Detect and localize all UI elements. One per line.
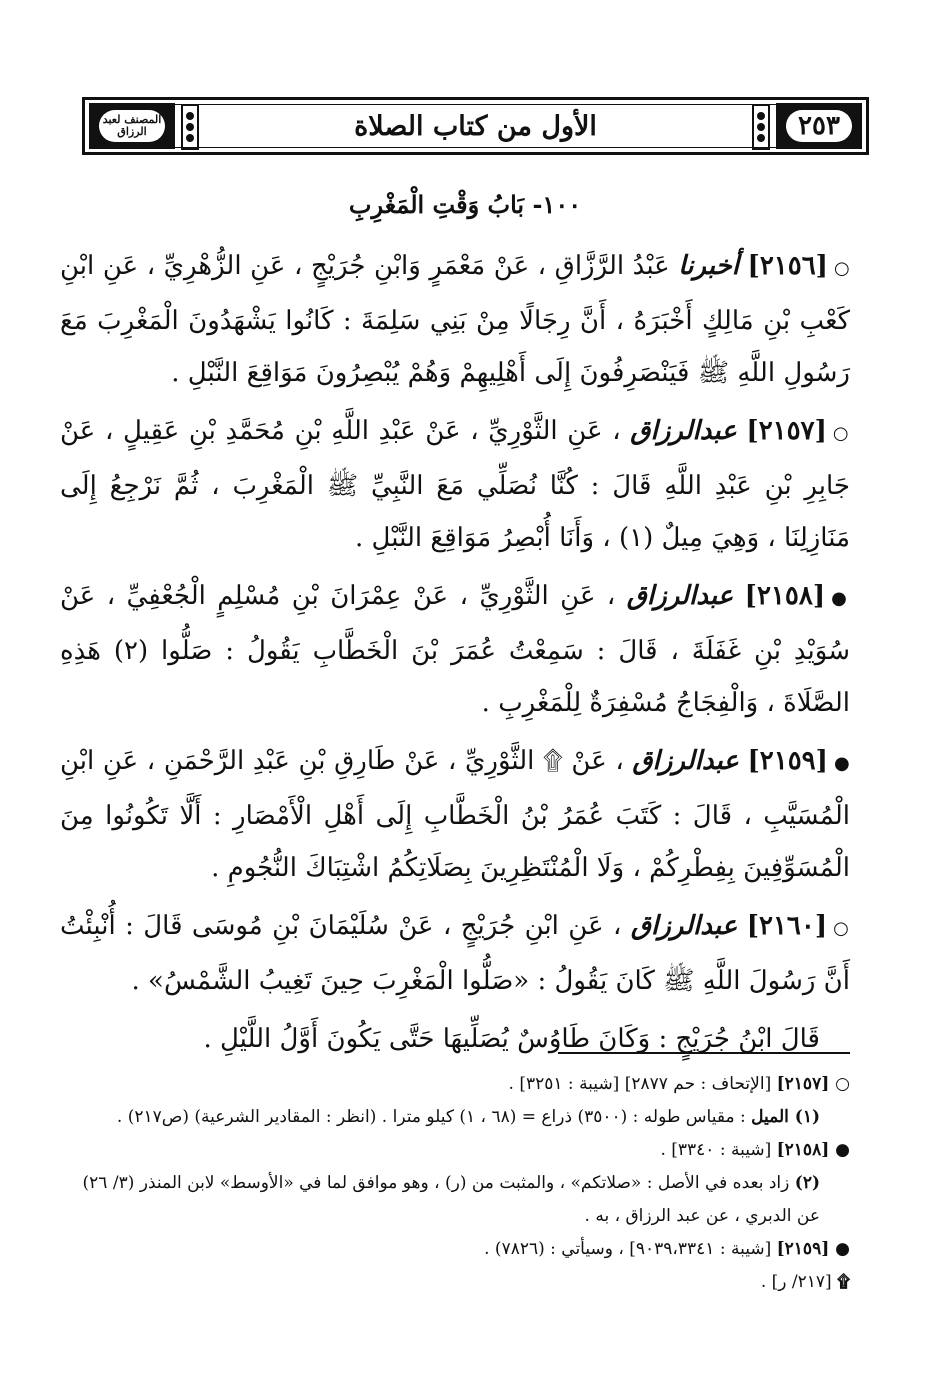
hadith-marker: ○ xyxy=(833,918,851,939)
footnote-ref: ● [٢١٥٩] xyxy=(776,1239,850,1259)
hadith-marker: ● xyxy=(833,753,851,774)
page-number-badge xyxy=(776,103,862,149)
hadith-ref: [٢١٥٨] xyxy=(744,581,826,611)
footnote-text: زاد بعده في الأصل : «صلاتكم» ، والمثبت من (ر) ، وهو موافق لما في «الأوسط» لابن المنذر (٣/ ٢٦) عن الدبري ، عن عبد الرزاق ، به . xyxy=(82,1173,820,1226)
footnote-ref: (٢) xyxy=(794,1173,820,1193)
hadith-text: ، عَنْ ۩ الثَّوْرِيِّ ، عَنْ طَارِقِ بْنِ عَبْدِ الرَّحْمَنِ ، عَنِ ابْنِ الْمُسَيَّبِ ، قَالَ : كَتَبَ عُمَرُ بْنُ الْخَطَّابِ إِلَى أَهْلِ الْأَمْصَارِ : أَلَّا تَكُونُوا مِنَ الْمُسَوِّفِينَ بِفِطْرِكُمْ ، وَلَا الْمُنْتَظِرِينَ بِصَلَاتِكُمُ اشْتِبَاكَ النُّجُومِ . xyxy=(60,746,850,883)
footnote xyxy=(60,1233,850,1266)
running-title: الأول من كتاب الصلاة xyxy=(354,110,597,142)
footnote xyxy=(60,1068,850,1101)
hadith-ref: [٢١٦٠] xyxy=(746,911,828,941)
hadith-marker: ○ xyxy=(833,258,850,279)
closing-line: قَالَ ابْنُ جُرَيْجٍ : وَكَانَ طَاوُسٌ يُصَلِّيهَا حَتَّى يَكُونَ أَوَّلُ اللَّيْلِ . xyxy=(203,1024,820,1054)
footnote xyxy=(60,1266,850,1299)
hadith-marker: ○ xyxy=(832,423,850,444)
footnote-text: [الإتحاف : حم ٢٨٧٧] [شيبة : ٣٢٥١] . xyxy=(508,1074,772,1094)
hadith-body xyxy=(60,240,850,1065)
hadith-narrator: عبدالرزاق xyxy=(630,416,737,446)
hadith-2159 xyxy=(60,735,850,894)
ornament-right-icon xyxy=(752,104,770,150)
page-number: ٢٥٣ xyxy=(786,110,852,142)
hadith-marker: ● xyxy=(831,588,850,609)
hadith-2157 xyxy=(60,405,850,564)
footnote xyxy=(60,1101,850,1134)
footnote xyxy=(60,1167,850,1233)
footnote-ref: ○ [٢١٥٧] xyxy=(776,1074,850,1094)
book-badge xyxy=(89,103,175,149)
footnote xyxy=(60,1134,850,1167)
hadith-narrator: أخبرنا xyxy=(678,251,739,281)
hadith-text: عَبْدُ الرَّزَّاقِ ، عَنْ مَعْمَرٍ وَابْنِ جُرَيْجٍ ، عَنِ الزُّهْرِيِّ ، عَنِ ابْنِ كَعْبِ بْنِ مَالِكٍ أَخْبَرَهُ ، أَنَّ رِجَالًا مِنْ بَنِي سَلِمَةَ : كَانُوا يَشْهَدُونَ الْمَغْرِبَ مَعَ رَسُولِ اللَّهِ ﷺ فَيَنْصَرِفُونَ إِلَى أَهْلِيهِمْ وَهُمْ يُبْصِرُونَ مَوَاقِعَ النَّبْلِ . xyxy=(60,251,850,388)
running-header xyxy=(82,97,869,155)
hadith-ref: [٢١٥٩] xyxy=(747,746,828,776)
footnote-text: [٢١٧/ ر] . xyxy=(760,1272,832,1292)
footnote-text: : مقياس طوله : (٣٥٠٠) ذراع = (٦٨ ، ١) كيلو مترا . (انظر : المقادير الشرعية) (ص٢١٧) . xyxy=(116,1107,746,1127)
footnote-text: [شيبة : ٩٠٣٩،٣٣٤١] ، وسيأتي : (٧٨٢٦) . xyxy=(484,1239,772,1259)
hadith-2158 xyxy=(60,570,850,729)
footnotes xyxy=(60,1068,850,1299)
chapter-title: ١٠٠- بَابُ وَقْتِ الْمَغْرِبِ xyxy=(348,190,582,219)
hadith-text: ، عَنِ الثَّوْرِيِّ ، عَنْ عِمْرَانَ بْنِ مُسْلِمٍ الْجُعْفِيِّ ، عَنْ سُوَيْدِ بْنِ غَفَلَةَ ، قَالَ : سَمِعْتُ عُمَرَ بْنَ الْخَطَّابِ يَقُولُ : صَلُّوا (٢) هَذِهِ الصَّلَاةَ ، وَالْفِجَاجُ مُسْفِرَةٌ لِلْمَغْرِبِ . xyxy=(60,581,850,718)
hadith-narrator: عبدالرزاق xyxy=(626,581,734,611)
footnote-ref: (١) الميل xyxy=(751,1107,820,1127)
hadith-narrator: عبدالرزاق xyxy=(630,911,738,941)
footnote-text: [شيبة : ٣٣٤٠] . xyxy=(660,1140,772,1160)
hadith-2156 xyxy=(60,240,850,399)
hadith-2160 xyxy=(60,900,850,1007)
hadith-narrator: عبدالرزاق xyxy=(632,746,739,776)
footnote-ref: ۩ xyxy=(837,1272,850,1292)
hadith-ref: [٢١٥٦] xyxy=(747,251,828,281)
hadith-ref: [٢١٥٧] xyxy=(746,416,827,446)
hadith-text: ، عَنِ ابْنِ جُرَيْجٍ ، عَنْ سُلَيْمَانَ بْنِ مُوسَى قَالَ : أُنْبِئْتُ أَنَّ رَسُولَ اللَّهِ ﷺ كَانَ يَقُولُ : «صَلُّوا الْمَغْرِبَ حِينَ تَغِيبُ الشَّمْسُ» . xyxy=(60,911,850,996)
footnote-divider xyxy=(558,1052,850,1054)
footnote-ref: ● [٢١٥٨] xyxy=(776,1140,850,1160)
hadith-text: ، عَنِ الثَّوْرِيِّ ، عَنْ عَبْدِ اللَّهِ بْنِ مُحَمَّدِ بْنِ عَقِيلٍ ، عَنْ جَابِرِ بْنِ عَبْدِ اللَّهِ قَالَ : كُنَّا نُصَلِّي مَعَ النَّبِيِّ ﷺ الْمَغْرِبَ ، ثُمَّ نَرْجِعُ إِلَى مَنَازِلِنَا ، وَهِيَ مِيلٌ (١) ، وَأَنَا أُبْصِرُ مَوَاقِعَ النَّبْلِ . xyxy=(60,416,850,553)
book-badge-label: المصنف لعبد الرزاق xyxy=(99,110,165,142)
